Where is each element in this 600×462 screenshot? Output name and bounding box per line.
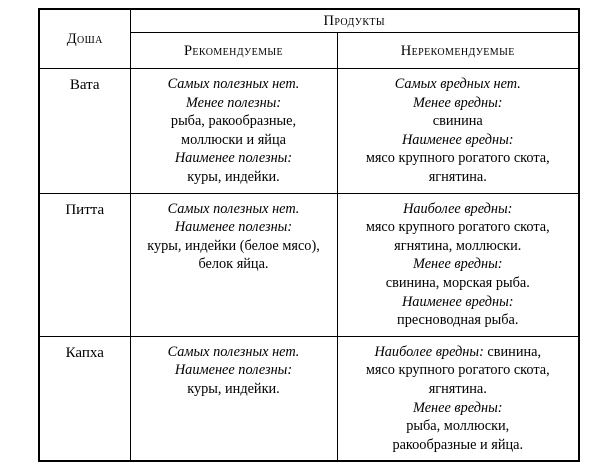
not-recommended-cell bbox=[337, 193, 579, 336]
entry-label-text: Наименее полезны: bbox=[174, 150, 293, 167]
entry-item: мясо крупного рогатого скота, bbox=[365, 362, 550, 379]
entry-item: куры, индейки. bbox=[187, 380, 280, 397]
entry-label-text: Менее вредны: bbox=[412, 256, 503, 273]
entry-item: мясо крупного рогатого скота, bbox=[365, 150, 550, 167]
entry-item: ягнятина. bbox=[428, 380, 487, 397]
entry-label-text: Наименее полезны: bbox=[174, 219, 293, 236]
table-row bbox=[39, 193, 579, 336]
entry-item: мясо крупного рогатого скота, bbox=[365, 219, 550, 236]
entry-label-text: Наименее полезны: bbox=[174, 362, 293, 379]
entry-item: куры, индейки (белое мясо), bbox=[147, 237, 320, 254]
entry-label bbox=[135, 94, 333, 113]
entry-label bbox=[342, 75, 575, 94]
entry-item: куры, индейки. bbox=[187, 168, 280, 185]
entry-item: ягнятина. bbox=[428, 168, 487, 185]
entry-label bbox=[342, 399, 575, 418]
entry-label-text: Самых вредных нет. bbox=[394, 76, 521, 92]
header-row-top bbox=[39, 9, 579, 33]
entry-label-text: Самых полезных нет. bbox=[167, 343, 300, 360]
entry-label-text: Менее полезны: bbox=[185, 94, 282, 111]
dosha-name-cell: Капха bbox=[39, 336, 130, 461]
entry-label bbox=[342, 293, 575, 312]
recommended-cell bbox=[130, 69, 337, 194]
entry-label bbox=[135, 343, 333, 362]
not-recommended-cell bbox=[337, 69, 579, 194]
header-dosha: Доша bbox=[39, 9, 130, 69]
dosha-name-cell: Питта bbox=[39, 193, 130, 336]
entry-label bbox=[342, 255, 575, 274]
entry-label bbox=[135, 149, 333, 168]
entry-label-text: Самых полезных нет. bbox=[167, 76, 300, 92]
entry-label bbox=[135, 361, 333, 380]
table-body bbox=[39, 69, 579, 462]
table-row bbox=[39, 336, 579, 461]
entry-item: рыба, ракообразные, bbox=[170, 113, 297, 130]
header-not-recommended: Нерекомендуемые bbox=[337, 33, 579, 69]
entry-label bbox=[342, 200, 575, 219]
dosha-products-table bbox=[38, 8, 580, 462]
entry-item: белок яйца. bbox=[198, 256, 269, 273]
header-products: Продукты bbox=[130, 9, 579, 33]
header-recommended: Рекомендуемые bbox=[130, 33, 337, 69]
entry-item: ракообразные и яйца. bbox=[392, 436, 524, 453]
entry-label bbox=[342, 343, 575, 362]
entry-label-text: Наиболее вредны: bbox=[403, 200, 513, 217]
entry-label-text: Наименее вредны: bbox=[401, 293, 514, 310]
entry-label bbox=[342, 94, 575, 113]
entry-item: свинина bbox=[432, 113, 483, 130]
entry-item: рыба, моллюски, bbox=[406, 418, 510, 435]
entry-label-text: Наиболее вредны: bbox=[374, 343, 484, 360]
entry-item: пресноводная рыба. bbox=[397, 312, 519, 329]
entry-label-text: Наименее вредны: bbox=[401, 131, 514, 148]
table-header bbox=[39, 9, 579, 69]
entry-label-text: Менее вредны: bbox=[412, 94, 503, 111]
entry-inline-text: свинина, bbox=[483, 343, 542, 360]
entry-label bbox=[135, 75, 333, 94]
entry-label-text: Самых полезных нет. bbox=[167, 200, 300, 217]
entry-item: свинина, морская рыба. bbox=[385, 274, 530, 291]
entry-label bbox=[135, 218, 333, 237]
entry-label-text: Менее вредны: bbox=[412, 399, 503, 416]
recommended-cell bbox=[130, 193, 337, 336]
entry-label bbox=[342, 131, 575, 150]
recommended-cell bbox=[130, 336, 337, 461]
entry-item: ягнятина, моллюски. bbox=[394, 237, 522, 254]
entry-label bbox=[135, 200, 333, 219]
not-recommended-cell bbox=[337, 336, 579, 461]
entry-item: моллюски и яйца bbox=[181, 131, 286, 148]
dosha-name-cell: Вата bbox=[39, 69, 130, 194]
table-row bbox=[39, 69, 579, 194]
